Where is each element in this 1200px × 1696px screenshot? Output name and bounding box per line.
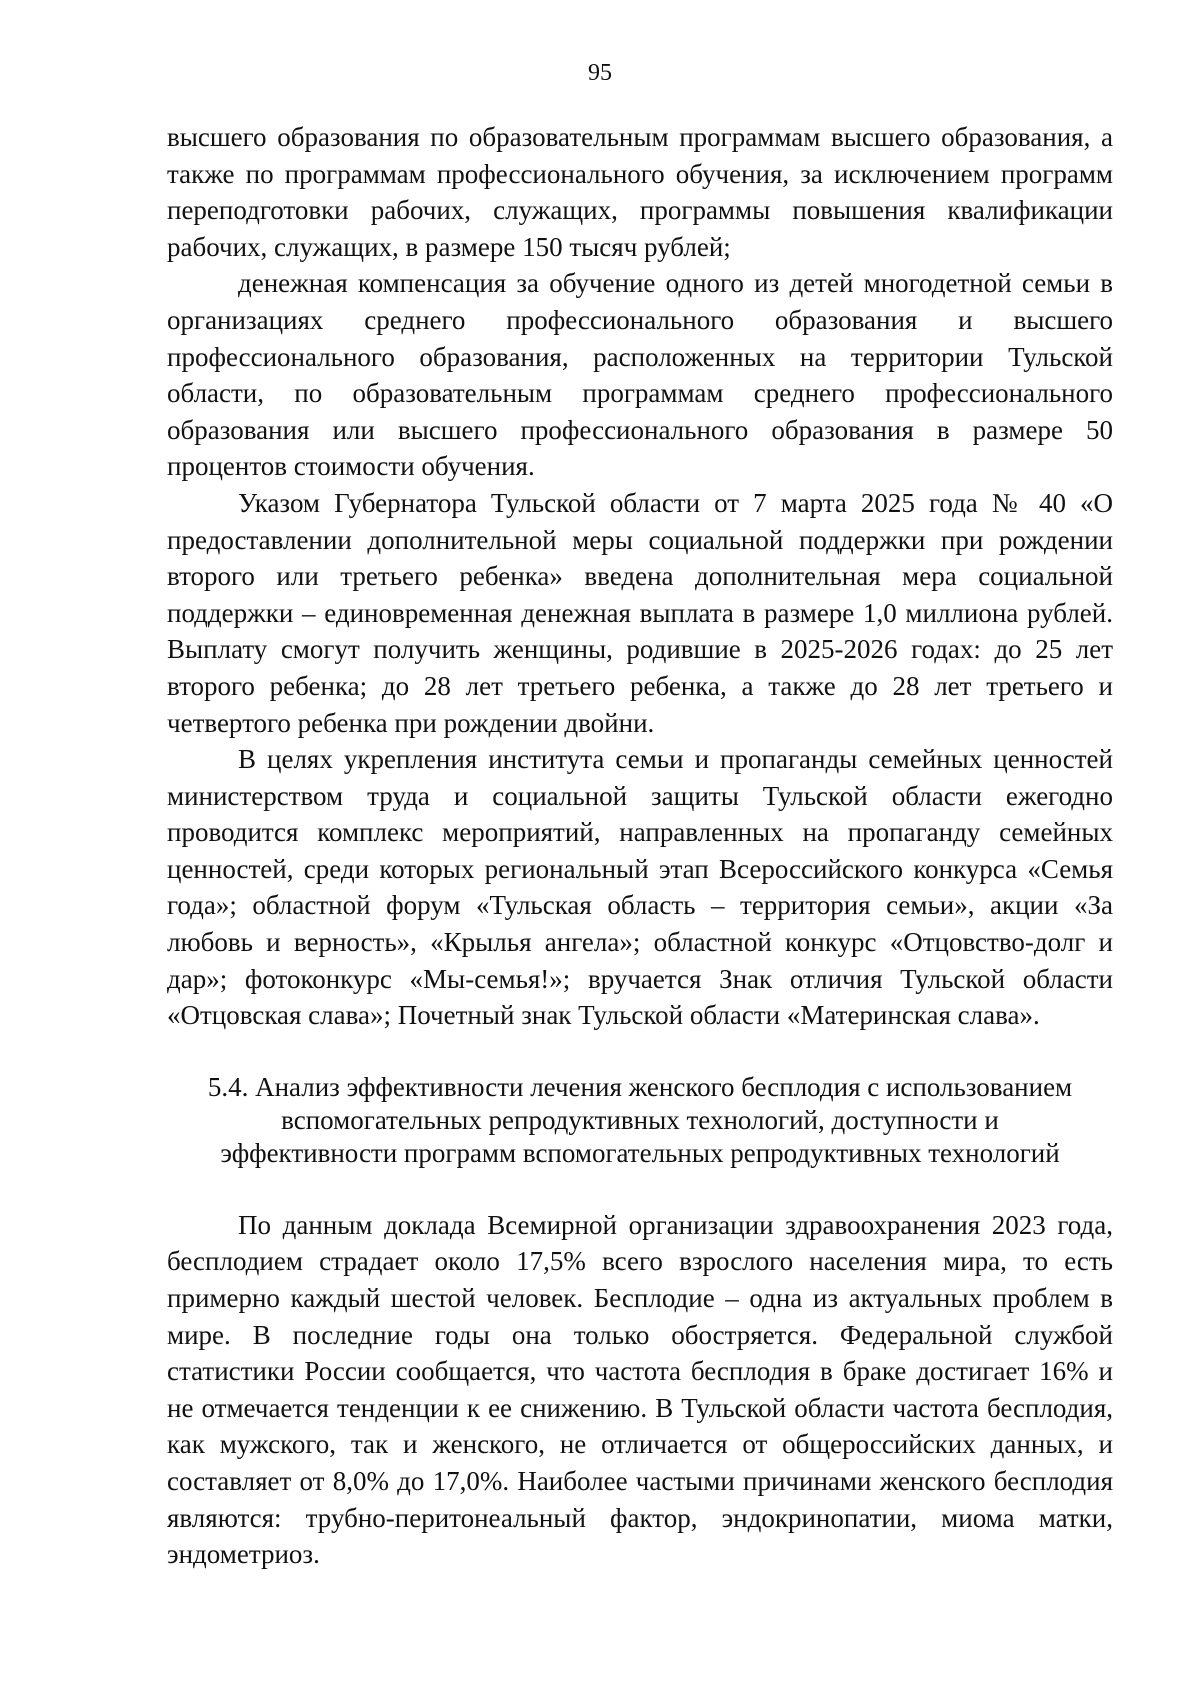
- section-heading-line-3: эффективности программ вспомогательных репродуктивных технологий: [220, 1137, 1060, 1168]
- section-heading-line-1: 5.4. Анализ эффективности лечения женского бесплодия с использованием: [207, 1071, 1073, 1102]
- paragraph-governor-decree: Указом Губернатора Тульской области от 7 марта 2025 года № 40 «О предоставлении дополнительной меры социальной поддержки при рождении второго или третьего ребенка» введена дополнительная мера социальной поддержки – единовременная денежная выплата в размере 1,0 миллиона рублей. Выплату смогут получить женщины, родившие в 2025-2026 годах: до 25 лет второго ребенка; до 28 лет третьего ребенка, а также до 28 лет третьего и четвертого ребенка при рождении двойни.: [167, 487, 1113, 738]
- spacer: [167, 1170, 1113, 1207]
- page-number: 95: [588, 60, 612, 86]
- paragraph-compensation: денежная компенсация за обучение одного из детей многодетной семьи в организациях среднего профессионального образования и высшего профессионального образования, расположенных на территории Тульской области, по образовательным программам среднего профессионального образования или высшего профессионального образования в размере 50 процентов стоимости обучения.: [167, 268, 1113, 482]
- paragraph-continuation: высшего образования по образовательным программам высшего образования, а также по программам профессионального обучения, за исключением программ переподготовки рабочих, служащих, программы повышения квалификации рабочих, служащих, в размере 150 тысяч рублей;: [167, 122, 1113, 262]
- section-heading: [167, 1071, 1113, 1170]
- page-content: [167, 119, 1113, 1573]
- section-heading-line-2: вспомогательных репродуктивных технологий, доступности и: [281, 1104, 999, 1135]
- paragraph-infertility: По данным доклада Всемирной организации здравоохранения 2023 года, бесплодием страдает около 17,5% всего взрослого населения мира, то есть примерно каждый шестой человек. Бесплодие – одна из актуальных проблем в мире. В последние годы она только обостряется. Федеральной службой статистики России сообщается, что частота бесплодия в браке достигает 16% и не отмечается тенденции к ее снижению. В Тульской области частота бесплодия, как мужского, так и женского, не отличается от общероссийских данных, и составляет от 8,0% до 17,0%. Наиболее частыми причинами женского бесплодия являются: трубно-перитонеальный фактор, эндокринопатии, миома матки, эндометриоз.: [167, 1209, 1113, 1570]
- paragraph-family-values: В целях укрепления института семьи и пропаганды семейных ценностей министерством труда и социальной защиты Тульской области ежегодно проводится комплекс мероприятий, направленных на пропаганду семейных ценностей, среди которых региональный этап Всероссийского конкурса «Семья года»; областной форум «Тульская область – территория семьи», акции «За любовь и верность», «Крылья ангела»; областной конкурс «Отцовство-долг и дар»; фотоконкурс «Мы-семья!»; вручается Знак отличия Тульской области «Отцовская слава»; Почетный знак Тульской области «Материнская слава».: [167, 744, 1113, 1031]
- spacer: [167, 1034, 1113, 1071]
